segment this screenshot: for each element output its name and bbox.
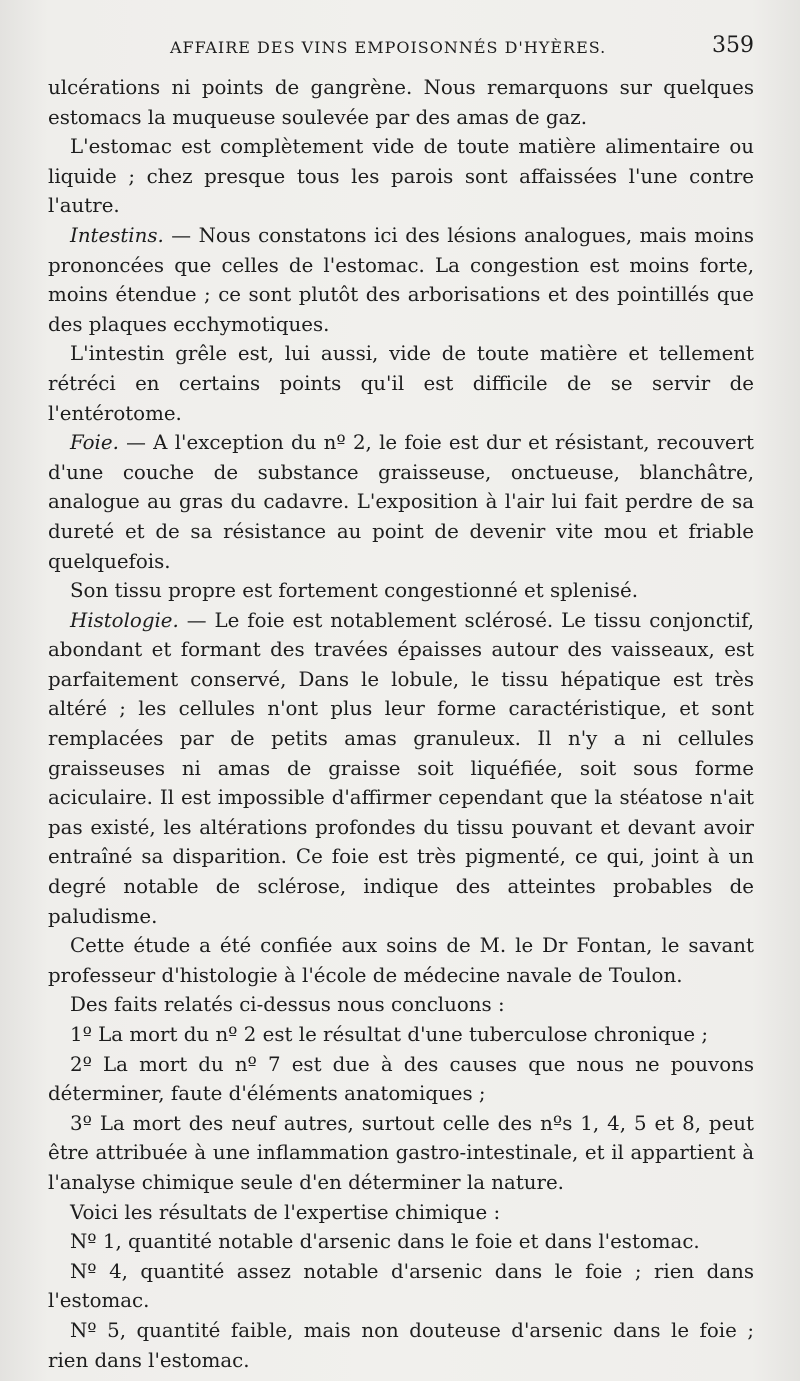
paragraph: Intestins. — Nous constatons ici des lésions analogues, mais moins prononcées que celles de l'estomac. La congestion est moins forte, moins étendue ; ce sont plutôt des arborisations et des pointillés que des plaques ecchymotiques. <box>48 223 754 336</box>
section-lead: Foie. <box>70 431 119 455</box>
paragraph: Histologie. — Le foie est notablement sclérosé. Le tissu conjonctif, abondant et formant des travées épaisses autour des vaisseaux, est parfaitement conservé, Dans le lobule, le tissu hépatique est très altéré ; les cellules n'ont plus leur forme caractéristique, et sont remplacées par de petits amas granuleux. Il n'y a ni cellules graisseuses ni amas de graisse soit liquéfiée, soit sous forme aciculaire. Il est impossible d'affirmer cependant que la stéatose n'ait pas existé, les altérations profondes du tissu pouvant et devant avoir entraîné sa disparition. Ce foie est très pigmenté, ce qui, joint à un degré notable de sclérose, indique des atteintes probables de paludisme. <box>48 608 754 928</box>
paragraph: Nº 4, quantité assez notable d'arsenic dans le foie ; rien dans l'estomac. <box>48 1259 754 1313</box>
paragraph: 2º La mort du nº 7 est due à des causes que nous ne pouvons déterminer, faute d'éléments anatomiques ; <box>48 1052 754 1106</box>
page-number: 359 <box>712 33 754 58</box>
paragraph: L'estomac est complètement vide de toute matière alimentaire ou liquide ; chez presque tous les parois sont affaissées l'une contre l'autre. <box>48 135 754 218</box>
section-lead: Intestins. <box>70 223 164 247</box>
paragraph: Son tissu propre est fortement congestionné et splenisé. <box>70 579 639 603</box>
paragraph: Cette étude a été confiée aux soins de M. le Dr Fontan, le savant professeur d'histologie à l'école de médecine navale de Toulon. <box>48 934 754 987</box>
paragraph: ulcérations ni points de gangrène. Nous remarquons sur quelques estomacs la muqueuse soulevée par des amas de gaz. <box>48 76 754 129</box>
paragraph: 1º La mort du nº 2 est le résultat d'une tuberculose chronique ; <box>70 1023 709 1046</box>
paragraph: 3º La mort des neuf autres, surtout celle des nºs 1, 4, 5 et 8, peut être attribuée à une inflammation gastro-intestinale, et il appartient à l'analyse chimique seule d'en déterminer la nature. <box>48 1111 754 1194</box>
paragraph: Voici les résultats de l'expertise chimique : <box>70 1200 501 1224</box>
running-title: AFFAIRE DES VINS EMPOISONNÉS D'HYÈRES. <box>170 38 607 57</box>
page-header <box>48 32 754 66</box>
paragraph: L'intestin grêle est, lui aussi, vide de toute matière et tellement rétréci en certains points qu'il est difficile de se servir de l'entérotome. <box>48 342 754 425</box>
paragraph: Nº 5, quantité faible, mais non douteuse d'arsenic dans le foie ; rien dans l'estomac. <box>48 1318 754 1372</box>
paragraph: Nº 1, quantité notable d'arsenic dans le foie et dans l'estomac. <box>70 1230 700 1254</box>
paragraph: Des faits relatés ci-dessus nous concluons : <box>70 993 505 1017</box>
section-lead: Histologie. <box>70 608 179 632</box>
paragraph: Foie. — A l'exception du nº 2, le foie est dur et résistant, recouvert d'une couche de substance graisseuse, onctueuse, blanchâtre, analogue au gras du cadavre. L'exposition à l'air lui fait perdre de sa dureté et de sa résistance au point de devenir vite mou et friable quelquefois. <box>48 431 754 573</box>
body-text <box>48 73 754 1375</box>
